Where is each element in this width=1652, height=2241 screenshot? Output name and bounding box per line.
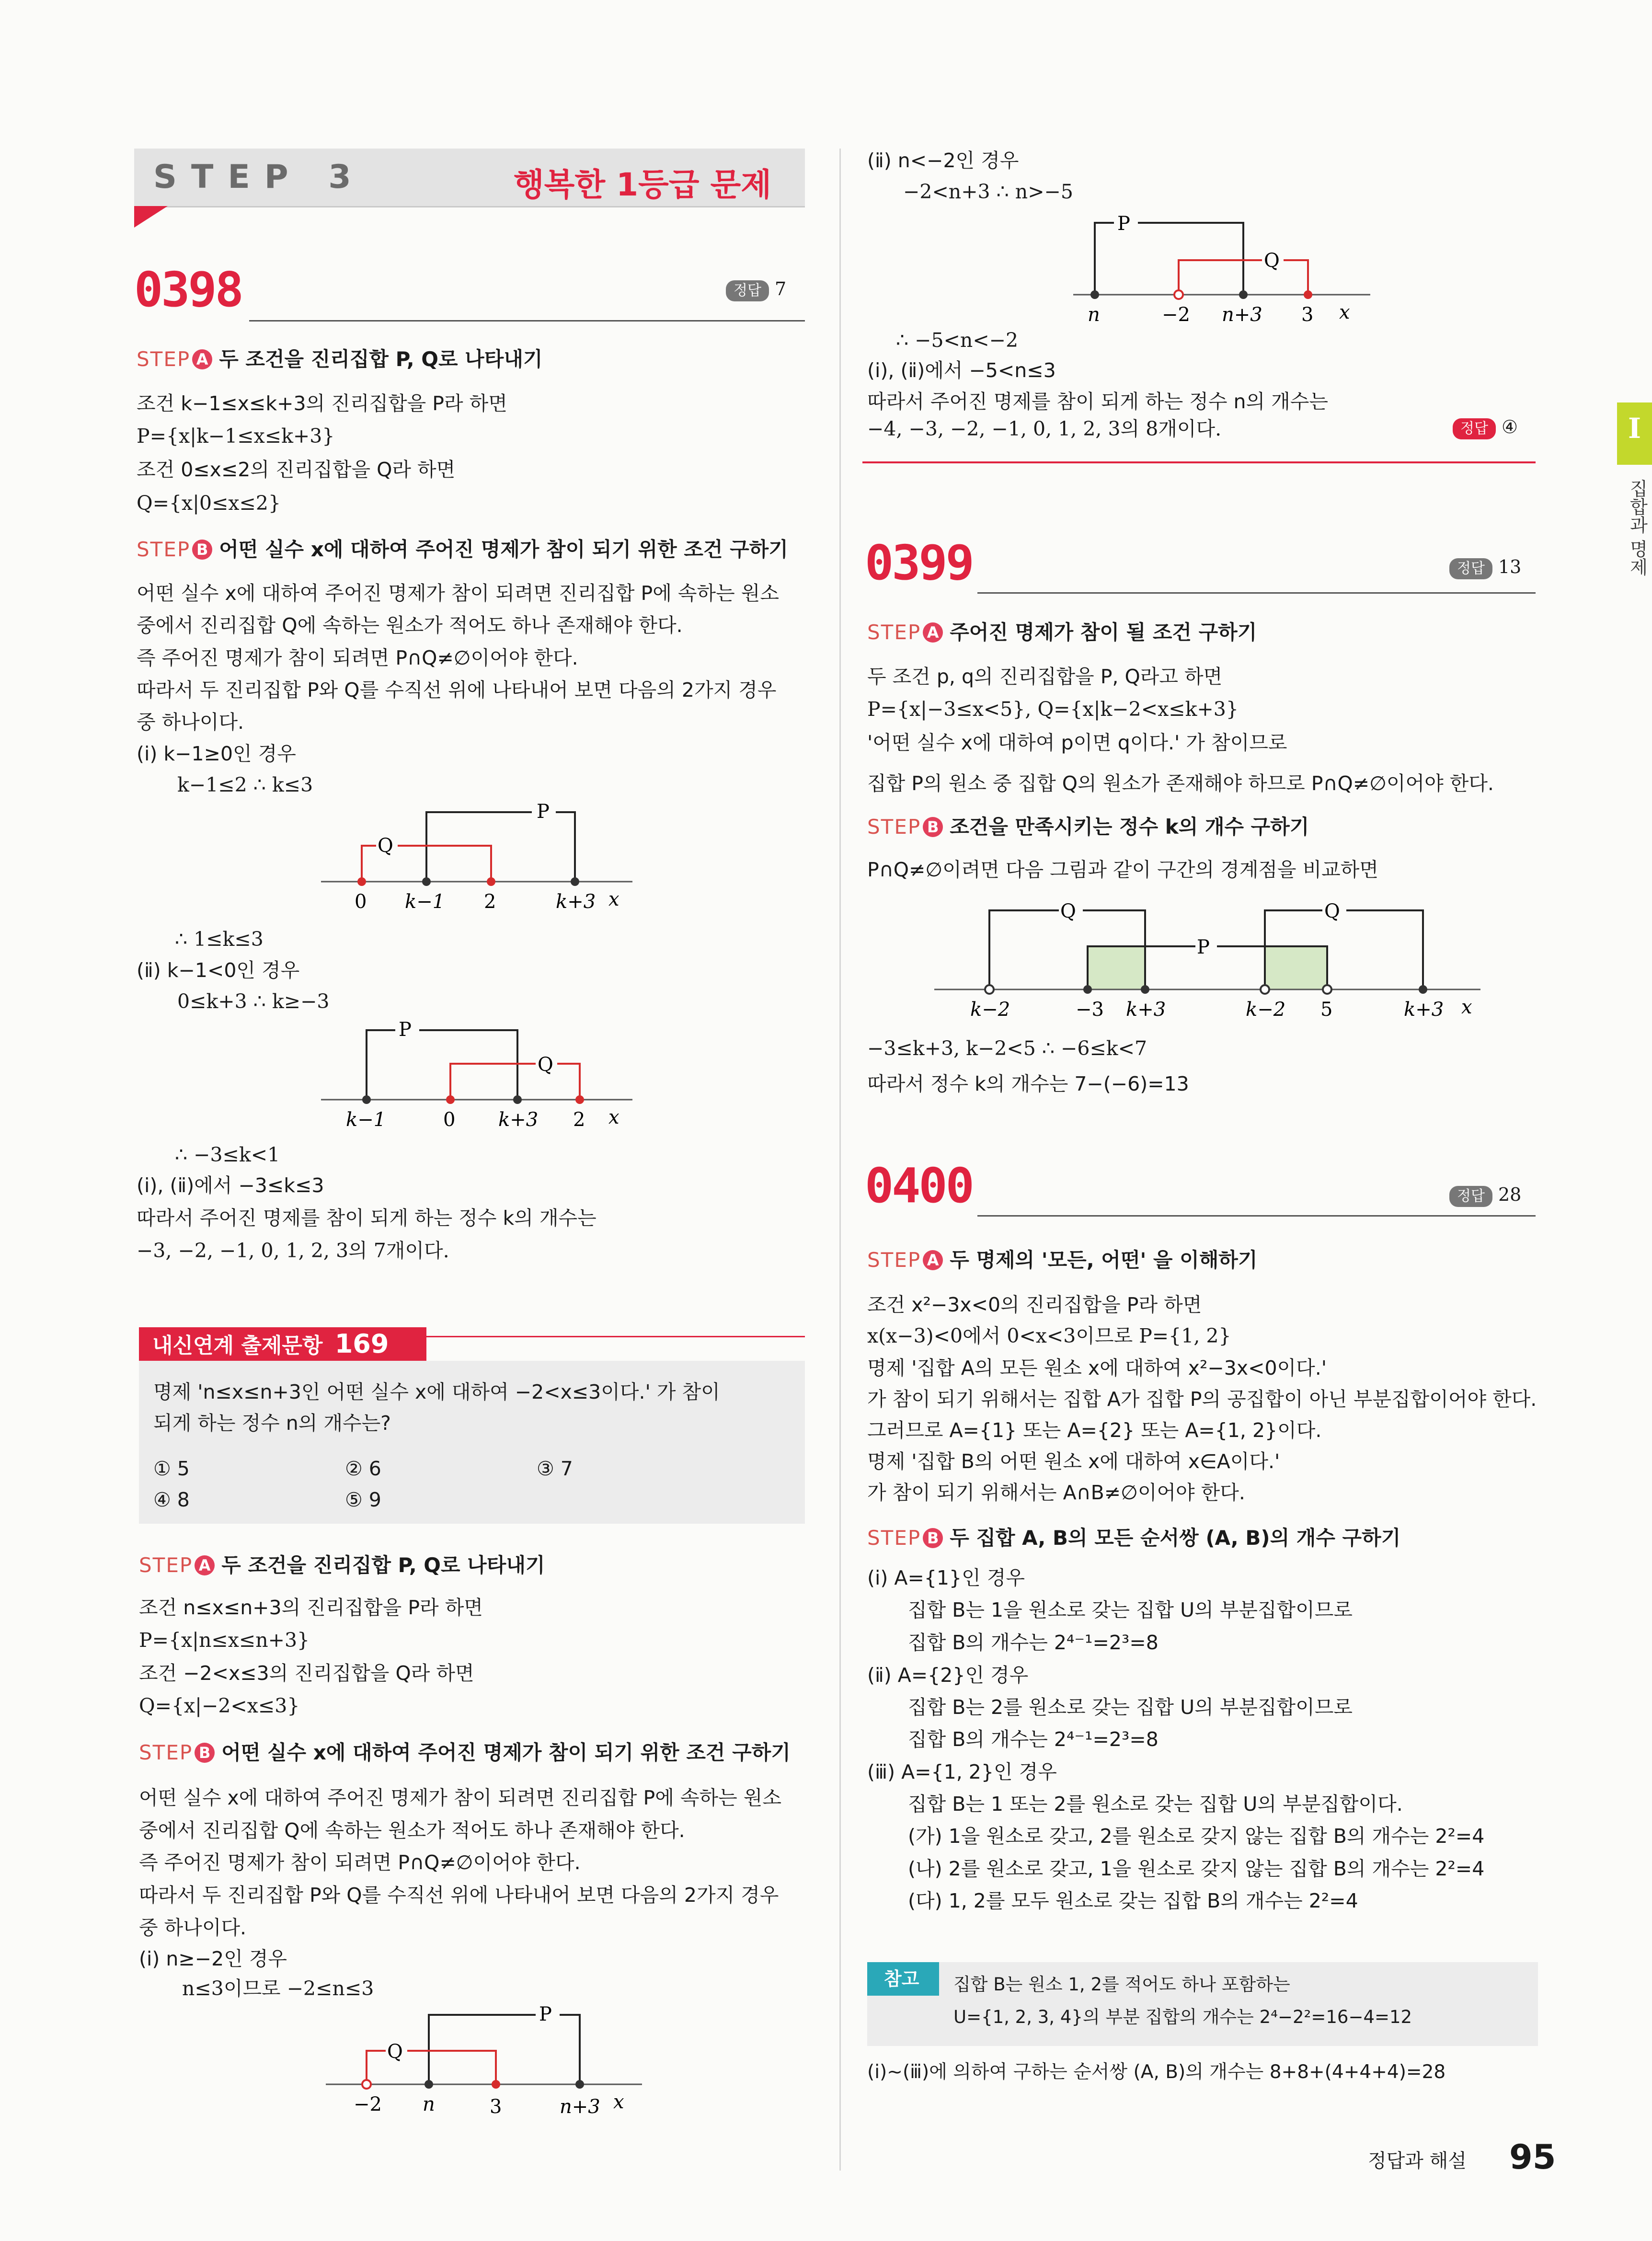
chapter-tab-number: I [1628,412,1641,445]
problem-number-0400: 0400 [865,1158,973,1214]
tick-label: −3 [1076,999,1104,1021]
text-line: P={x|n≤x≤n+3} [139,1629,310,1652]
tick-label: 2 [573,1109,585,1131]
text-line: 집합 B는 2를 원소로 갖는 집합 U의 부분집합이므로 [908,1696,1353,1719]
text-line: '어떤 실수 x에 대하여 p이면 q이다.' 가 참이므로 [867,731,1287,754]
choice-4[interactable]: ④ 8 [153,1488,190,1511]
header-accent-triangle [134,206,168,228]
step-a-0398: STEP A 두 조건을 진리집합 P, Q로 나타내기 [137,347,543,371]
answer-value: 13 [1498,556,1522,577]
text-line: 두 조건 p, q의 진리집합을 P, Q라고 하면 [867,665,1223,688]
tick-label: n+3 [560,2096,600,2118]
label-P: P [399,1019,412,1041]
tick-label: k−1 [346,1109,386,1131]
text-line: 어떤 실수 x에 대하여 주어진 명제가 참이 되려면 진리집합 P에 속하는 원소 [137,582,779,605]
question-line: 명제 'n≤x≤n+3인 어떤 실수 x에 대하여 −2<x≤3이다.' 가 참이 [153,1380,720,1403]
text-line: (가) 1을 원소로 갖고, 2를 원소로 갖지 않는 집합 B의 개수는 2²=4 [908,1825,1485,1848]
tick-label: k−2 [1246,999,1286,1021]
answer-0399 [1449,555,1521,579]
case-1-title: (ⅰ) n≥−2인 경우 [139,1947,287,1970]
tick-label: k+3 [1126,999,1166,1021]
text-line: 조건 −2<x≤3의 진리집합을 Q라 하면 [139,1662,474,1685]
tick-label: k−2 [970,999,1010,1021]
text-line: 집합 B의 개수는 2⁴⁻¹=2³=8 [908,1631,1159,1654]
tick-label: n [423,2093,435,2115]
text-line: 중 하나이다. [137,711,244,734]
problem-rule-0400 [977,1215,1536,1217]
text-line: 중에서 진리집합 Q에 속하는 원소가 적어도 하나 존재해야 한다. [139,1819,685,1842]
text-line: 그러므로 A={1} 또는 A={2} 또는 A={1, 2}이다. [867,1419,1322,1442]
text-line: 따라서 주어진 명제를 참이 되게 하는 정수 k의 개수는 [137,1207,597,1230]
number-line-0398-case1 [307,791,642,920]
label-P: P [1117,213,1130,235]
step-b-text: 어떤 실수 x에 대하여 주어진 명제가 참이 되기 위한 조건 구하기 [221,1741,791,1764]
banner-number: 169 [334,1329,389,1359]
case-2-result: ∴ −3≤k<1 [175,1143,280,1166]
choice-1[interactable]: ① 5 [153,1457,190,1480]
number-line-0399 [925,891,1500,1025]
step-b-text: 조건을 만족시키는 정수 k의 개수 구하기 [950,815,1309,839]
tick-label: n+3 [1222,304,1262,326]
answer-badge: 정답 [1453,418,1496,439]
note-label: 참고 [884,1968,919,1989]
step3-header [134,149,805,207]
text-line: 중에서 진리집합 Q에 속하는 원소가 적어도 하나 존재해야 한다. [137,614,683,637]
tick-label: −2 [1162,304,1190,326]
text-line: −3≤k+3, k−2<5 ∴ −6≤k<7 [867,1037,1147,1060]
text-line: 조건 n≤x≤n+3의 진리집합을 P라 하면 [139,1596,483,1619]
case-1-eq: k−1≤2 ∴ k≤3 [177,773,313,796]
number-line-169-case2 [1064,204,1380,333]
question-line: 되게 하는 정수 n의 개수는? [153,1412,391,1435]
problem-rule-0399 [977,592,1536,594]
text-line: −3, −2, −1, 0, 1, 2, 3의 7개이다. [137,1239,449,1262]
case-2-title: (ⅱ) k−1<0인 경우 [137,959,300,982]
text-line: 어떤 실수 x에 대하여 주어진 명제가 참이 되려면 진리집합 P에 속하는 원소 [139,1786,781,1809]
text-line: P={x|k−1≤x≤k+3} [137,425,335,448]
choice-2[interactable]: ② 6 [345,1457,381,1480]
step-b-text: 두 집합 A, B의 모든 순서쌍 (A, B)의 개수 구하기 [950,1526,1401,1550]
step3-title: 행복한 1등급 문제 [513,166,771,203]
tick-label: −2 [354,2093,382,2115]
label-Q: Q [387,2041,403,2063]
text-line: 가 참이 되기 위해서는 A∩B≠∅이어야 한다. [867,1481,1245,1504]
step-b-0400: STEP B 두 집합 A, B의 모든 순서쌍 (A, B)의 개수 구하기 [867,1526,1401,1550]
text-line: 따라서 두 진리집합 P와 Q를 수직선 위에 나타내어 보면 다음의 2가지 경우 [137,678,777,701]
tick-label: k+3 [498,1109,539,1131]
text-line: 따라서 정수 k의 개수는 7−(−6)=13 [867,1072,1189,1095]
text-line: Q={x|−2<x≤3} [139,1694,300,1717]
footer-label: 정답과 해설 [1368,2150,1467,2172]
text-line: Q={x|0≤x≤2} [137,492,281,515]
text-line: 조건 k−1≤x≤k+3의 진리집합을 P라 하면 [137,392,507,415]
step-b-169: STEP B 어떤 실수 x에 대하여 주어진 명제가 참이 되기 위한 조건 구하기 [139,1741,791,1764]
tick-label: 2 [484,891,496,913]
case-title: (ⅱ) A={2}인 경우 [867,1664,1029,1687]
case-2-result: ∴ −5<n<−2 [896,329,1019,352]
text-line: 따라서 주어진 명제를 참이 되게 하는 정수 n의 개수는 [867,390,1328,413]
related-problem-banner-line [426,1336,805,1337]
step-b-0398: STEP B 어떤 실수 x에 대하여 주어진 명제가 참이 되기 위한 조건 구하기 [137,538,788,561]
step-b-0399: STEP B 조건을 만족시키는 정수 k의 개수 구하기 [867,815,1309,839]
axis-x: x [613,2091,624,2113]
tick-label: 3 [490,2096,502,2118]
tick-label: k+3 [1404,999,1444,1021]
text-line: (ⅰ), (ⅱ)에서 −5<n≤3 [867,359,1056,382]
axis-x: x [608,1106,620,1128]
text-line: 가 참이 되기 위해서는 집합 A가 집합 P의 공집합이 아닌 부분집합이어야 한다. [867,1388,1537,1411]
text-line: 집합 B는 1 또는 2를 원소로 갖는 집합 U의 부분집합이다. [908,1793,1403,1816]
text-line: 즉 주어진 명제가 참이 되려면 P∩Q≠∅이어야 한다. [137,646,578,669]
choice-5[interactable]: ⑤ 9 [345,1488,381,1511]
label-Q: Q [1264,250,1280,272]
final-answer-line: (ⅰ)~(ⅲ)에 의하여 구하는 순서쌍 (A, B)의 개수는 8+8+(4+4+4)=28 [867,2061,1446,2083]
text-line: 명제 '집합 A의 모든 원소 x에 대하여 x²−3x<0이다.' [867,1356,1327,1379]
related-problem-banner-label [152,1330,389,1360]
answer-0400 [1449,1183,1521,1207]
step3-label: STEP 3 [153,158,366,196]
problem-rule-0398 [249,320,805,322]
problem-number-0398: 0398 [134,262,242,318]
step-a-text: 주어진 명제가 참이 될 조건 구하기 [950,621,1257,644]
answer-169 [1453,415,1518,439]
case-2-eq: 0≤k+3 ∴ k≥−3 [177,990,330,1013]
section-end-rule [862,461,1536,463]
step-b-text: 어떤 실수 x에 대하여 주어진 명제가 참이 되기 위한 조건 구하기 [219,538,788,561]
axis-x: x [1339,301,1350,323]
answer-value: ④ [1501,416,1518,437]
axis-x: x [1461,996,1472,1018]
text-line: −4, −3, −2, −1, 0, 1, 2, 3의 8개이다. [867,417,1222,440]
number-line-0398-case2 [307,1009,642,1138]
label-P: P [537,801,550,823]
page-number: 95 [1509,2138,1556,2177]
text-line: 조건 x²−3x<0의 진리집합을 P라 하면 [867,1293,1202,1316]
text-line: 집합 B의 개수는 2⁴⁻¹=2³=8 [908,1728,1159,1751]
case-2-eq: −2<n+3 ∴ n>−5 [903,180,1073,203]
banner-text: 내신연계 출제문항 [152,1333,323,1358]
label-Q: Q [1060,900,1076,922]
tick-label: 0 [443,1109,456,1131]
tick-label: 5 [1320,999,1333,1021]
case-1-result: ∴ 1≤k≤3 [175,928,264,951]
text-line: (ⅰ), (ⅱ)에서 −3≤k≤3 [137,1174,324,1197]
text-line: 집합 B는 1을 원소로 갖는 집합 U의 부분집합이므로 [908,1598,1353,1621]
problem-number-0399: 0399 [865,535,973,591]
answer-badge: 정답 [726,280,769,301]
step-a-text: 두 조건을 진리집합 P, Q로 나타내기 [221,1553,545,1577]
answer-value: 28 [1498,1184,1522,1205]
step-a-0399: STEP A 주어진 명제가 참이 될 조건 구하기 [867,621,1257,644]
text-line: 명제 '집합 B의 어떤 원소 x에 대하여 x∈A이다.' [867,1450,1280,1473]
text-line: (나) 2를 원소로 갖고, 1을 원소로 갖지 않는 집합 B의 개수는 2²=4 [908,1857,1485,1880]
step-a-169: STEP A 두 조건을 진리집합 P, Q로 나타내기 [139,1553,545,1577]
chapter-tab-label: 집합과 명제 [1627,479,1648,576]
answer-badge: 정답 [1449,1186,1492,1207]
answer-0398 [726,277,786,301]
text-line: P={x|−3≤x<5}, Q={x|k−2<x≤k+3} [867,698,1239,721]
text-line: 따라서 두 진리집합 P와 Q를 수직선 위에 나타내어 보면 다음의 2가지 경우 [139,1884,779,1907]
case-title: (ⅰ) A={1}인 경우 [867,1566,1025,1589]
step-a-text: 두 명제의 '모든, 어떤' 을 이해하기 [950,1248,1258,1272]
note-line: U={1, 2, 3, 4}의 부분 집합의 개수는 2⁴−2²=16−4=12 [953,2007,1412,2027]
step-a-0400: STEP A 두 명제의 '모든, 어떤' 을 이해하기 [867,1248,1258,1272]
column-divider [839,149,841,2171]
note-line: 집합 B는 원소 1, 2를 적어도 하나 포함하는 [953,1974,1290,1995]
case-1-title: (ⅰ) k−1≥0인 경우 [137,742,296,765]
label-Q: Q [1324,900,1340,922]
choice-3[interactable]: ③ 7 [537,1457,573,1480]
text-line: 즉 주어진 명제가 참이 되려면 P∩Q≠∅이어야 한다. [139,1851,581,1874]
tick-label: 3 [1301,304,1314,326]
tick-label: n [1088,304,1100,326]
case-1-eq: n≤3이므로 −2≤n≤3 [182,1977,374,2000]
text-line: 조건 0≤x≤2의 진리집합을 Q라 하면 [137,458,456,481]
number-line-169-case1 [316,1993,652,2118]
answer-value: 7 [774,278,787,299]
label-P: P [539,2003,552,2025]
case-2-title: (ⅱ) n<−2인 경우 [867,149,1019,172]
text-line: (다) 1, 2를 모두 원소로 갖는 집합 B의 개수는 2²=4 [908,1889,1358,1912]
label-Q: Q [378,835,393,857]
step-a-text: 두 조건을 진리집합 P, Q로 나타내기 [219,347,543,371]
case-title: (ⅲ) A={1, 2}인 경우 [867,1760,1057,1783]
tick-label: k−1 [405,891,445,913]
text-line: 중 하나이다. [139,1916,247,1939]
tick-label: 0 [355,891,367,913]
text-line: P∩Q≠∅이려면 다음 그림과 같이 구간의 경계점을 비교하면 [867,858,1378,881]
axis-x: x [608,888,620,910]
answer-badge: 정답 [1449,558,1492,579]
text-line: x(x−3)<0에서 0<x<3이므로 P={1, 2} [867,1324,1231,1347]
tick-label: k+3 [556,891,596,913]
label-Q: Q [538,1054,553,1076]
label-P: P [1197,936,1210,958]
text-line: 집합 P의 원소 중 집합 Q의 원소가 존재해야 하므로 P∩Q≠∅이어야 한다. [867,772,1494,795]
